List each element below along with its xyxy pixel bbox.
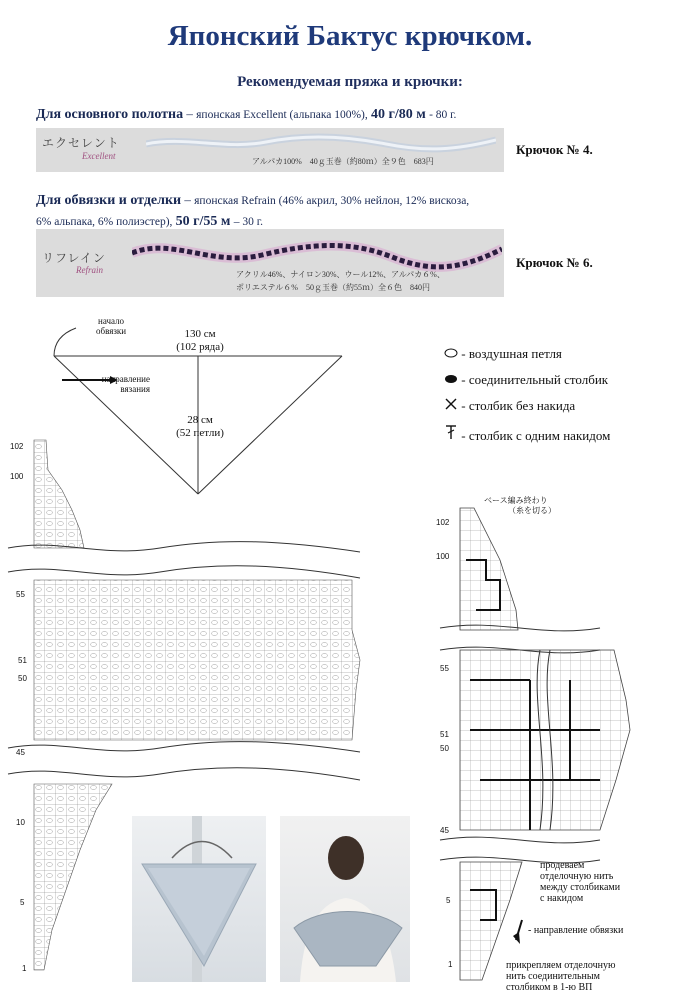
yarn-refrain-en-name: Refrain [76,265,103,275]
schematic-height: 28 см (52 петли) [176,414,224,439]
yarn-main-weight: 40 г/80 м [371,107,426,122]
yarn-excellent-spec: アルパカ100% 40ｇ玉巻（約80ｍ）全９色 683円 [252,157,434,166]
schematic-start: начало обвязки [96,316,127,336]
legend-row: - столбик без накида [444,398,694,424]
yarn-refrain-image [36,229,504,297]
page-title: Японский Бактус крючком. [167,20,533,52]
note-attach: прикрепляем отделочную нить соединительным столбиком в 1-ю ВП [506,960,616,993]
chain-symbol-icon [444,348,458,358]
single-crochet-symbol-icon [444,398,458,410]
hook-main: Крючок № 4. [516,142,593,157]
photo-shawl-hanger [132,816,266,982]
hook-edge: Крючок № 6. [516,255,593,270]
left-tick-51: 51 [18,656,27,665]
right-crochet-chart [420,500,650,990]
yarn-edge-desc: японская Refrain (46% акрил, 30% нейлон, 12% вискоза, [194,195,470,207]
slip-stitch-symbol-icon [444,374,458,384]
subtitle: Рекомендуемая пряжа и крючки: [237,74,463,90]
yarn-refrain-jp-name: リフレイン [42,251,106,265]
legend-row: - соединительный столбик [444,372,694,398]
yarn-refrain-strand-icon [132,233,502,273]
yarn-refrain-spec2: ポリエステル６% 50ｇ玉巻（約55ｍ）全６色 840円 [236,283,430,292]
left-tick-50: 50 [18,674,27,683]
right-tick-45: 45 [440,826,449,835]
left-tick-55: 55 [16,590,25,599]
note-edge-direction: - направление обвязки [528,925,624,936]
note-thread: продеваем отделочную нить между столбиками с накидом [540,860,621,904]
yarn-main-line: Для основного полотна – японская Excellent (альпака 100%), 40 г/80 м - 80 г. [36,106,457,122]
yarn-refrain-spec1: アクリル46%、ナイロン30%、ウール12%、アルパカ６%、 [236,270,445,279]
yarn-main-label: Для основного полотна [36,107,184,122]
double-crochet-symbol-icon [444,424,458,440]
left-tick-45: 45 [16,748,25,757]
yarn-edge-line: Для обвязки и отделки – японская Refrain (46% акрил, 30% нейлон, 12% вискоза, 6% альпака, 6% полиэстер), 50 г/55 м – 30 г. [36,192,470,229]
right-tick-1: 1 [448,960,453,969]
right-tick-55: 55 [440,664,449,673]
legend-row: - столбик с одним накидом [444,424,694,450]
yarn-excellent-image [36,128,504,172]
left-tick-5: 5 [20,898,25,907]
stitch-legend [444,346,694,450]
yarn-edge-weight: 50 г/55 м [175,214,231,229]
left-ticks-top: 102 100 [10,442,24,481]
schematic-direction: направление вязания [101,374,150,394]
left-tick-1: 1 [22,964,27,973]
yarn-excellent-jp-name: エクセレント [42,136,120,150]
yarn-excellent-strand-icon [146,132,496,154]
right-tick-102: 102 [436,518,450,527]
right-tick-100: 100 [436,552,450,561]
yarn-main-amount: - 80 г. [429,109,457,121]
right-tick-51: 51 [440,730,449,739]
schematic-width: 130 см (102 ряда) [176,328,224,353]
yarn-edge-amount: – 30 г. [233,216,263,228]
right-tick-50: 50 [440,744,449,753]
legend-row: - воздушная петля [444,346,694,372]
yarn-main-desc: японская Excellent (альпака 100%), [196,109,368,121]
right-top-note: ベース編み終わり （糸を切る） [484,496,556,515]
left-tick-10: 10 [16,818,25,827]
yarn-excellent-en-name: Excellent [82,151,116,161]
right-tick-5: 5 [446,896,451,905]
shawl-on-hanger-icon [132,816,266,982]
yarn-edge-desc2: 6% альпака, 6% полиэстер), [36,216,173,228]
photo-shawl-worn [280,816,410,982]
woman-wearing-shawl-icon [280,816,410,982]
yarn-edge-label: Для обвязки и отделки [36,193,182,208]
